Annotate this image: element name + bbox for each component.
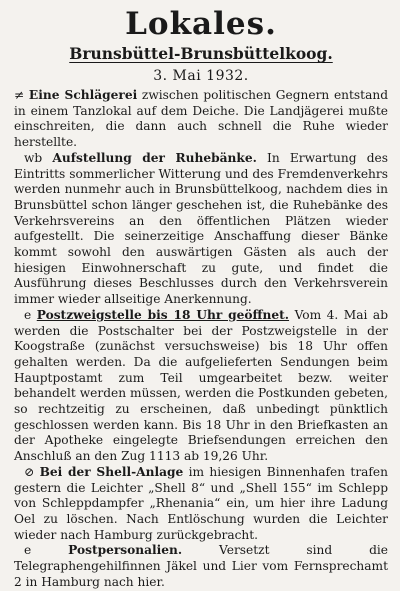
article-headline: Bei der Shell-Anlage — [39, 464, 184, 479]
article-marker: wb — [24, 150, 43, 165]
article-headline: Postzweigstelle bis 18 Uhr geöffnet. — [36, 307, 290, 322]
article-body: im hiesigen Binnenhafen trafen gestern die Leichter „Shell 8“ und „Shell 155“ im Schlepp von Schleppdampfer „Rhenania“ ein, um hier ihre Ladung Oel zu löschen. Nach Entlöschung wurden die Leichter wieder nach Hamburg zurückgebracht. — [14, 464, 388, 542]
article-marker: ⊘ — [24, 464, 35, 479]
article-ruhebaenke — [14, 151, 388, 308]
article-body: zwischen politischen Gegnern entstand in einem Tanzlokal auf dem Deiche. Die Landjägerei mußte einschreiten, die dann auch schnell die Ruhe wieder herstellte. — [14, 88, 388, 150]
article-postzweigstelle — [14, 308, 388, 465]
section-subtitle: Brunsbüttel-Brunsbüttelkoog. — [69, 44, 333, 63]
article-schlaegerei — [14, 88, 388, 151]
article-headline: Postpersonalien. — [68, 543, 183, 558]
article-body: In Erwartung des Eintritts sommerlicher Witterung und des Fremdenverkehrs werden nunmehr auch in Brunsbüttelkoog, nachdem dies in Brunsbüttel schon länger geschehen ist, die Ruhebänke des Verkehrsvereins an den öffentlichen Plätzen wieder aufgestellt. Die seinerzeitige Anschaffung dieser Bänke kommt sowohl den auswärtigen Gästen als auch der hiesigen Einwohnerschaft zu gute, und findet die Ausführung dieses Beschlusses durch den Verkehrsverein immer wieder allseitige Anerkennung. — [14, 150, 388, 307]
article-headline: Aufstellung der Ruhebänke. — [52, 150, 257, 165]
article-headline: Eine Schlägerei — [28, 88, 138, 102]
issue-date: 3. Mai 1932. — [153, 68, 249, 84]
article-marker: e — [24, 307, 32, 322]
article-marker: e — [24, 543, 32, 558]
section-title: Lokales. — [125, 6, 277, 42]
article-marker: ≠ — [14, 88, 25, 102]
article-postpersonalien — [14, 543, 388, 590]
article-body: Versetzt sind die Telegraphengehilfinnen Jäkel und Lier vom Fernsprechamt 2 in Hamburg nach hier. — [14, 543, 388, 589]
article-body: Vom 4. Mai ab werden die Postschalter bei der Postzweigstelle in der Koogstraße (zunächst versuchsweise) bis 18 Uhr offen gehalten werden. Da die aufgelieferten Sendungen beim Hauptpostamt zum Teil umgearbeitet bezw. weiter behandelt werden müssen, werden die Postkunden gebeten, so rechtzeitig zu erscheinen, daß unbedingt pünktlich geschlossen werden kann. Bis 18 Uhr in den Briefkasten an der Apotheke eingelegte Briefsendungen erreichen den Anschluß an den Zug 1113 ab 19,26 Uhr. — [14, 307, 389, 464]
article-shell-anlage — [14, 465, 388, 544]
